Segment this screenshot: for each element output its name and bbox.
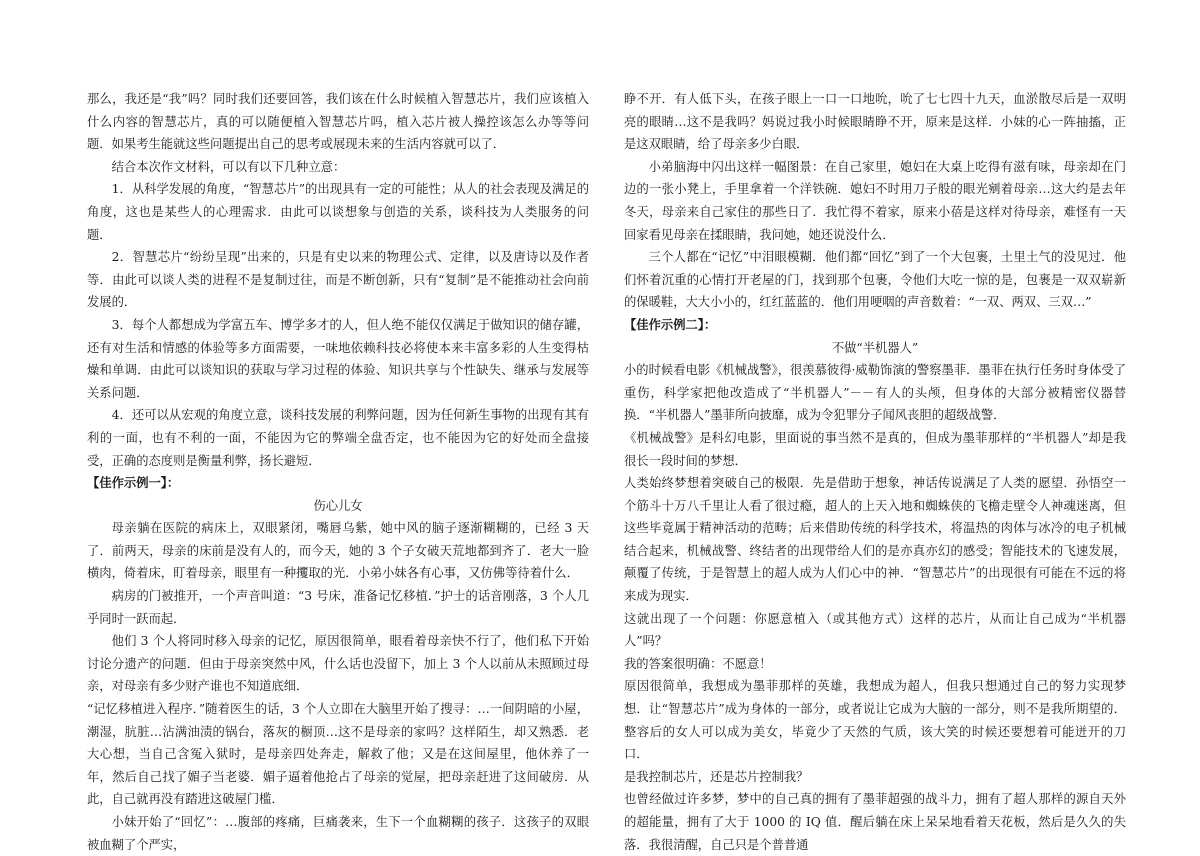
paragraph: 病房的门被推开，一个声音叫道：“3 号床，准备记忆移植．”护士的话音刚落，3 个人几乎同时一跃而起． bbox=[87, 589, 589, 626]
paragraph: 三个人都在“记忆”中泪眼模糊．他们都“回忆”到了一个大包裹，土里土气的没见过．他们怀着沉重的心情打开老屋的门，找到那个包裹，令他们大吃一惊的是，包裹是一双双崭新的保暖鞋，大大小小的，红红蓝蓝的．他们用哽咽的声音数着：“一双、两双、三双…” bbox=[624, 250, 1126, 310]
paragraph: 3．每个人都想成为学富五车、博学多才的人，但人绝不能仅仅满足于做知识的储存罐，还有对生活和情感的体验等多方面需要，一味地依赖科技必将使本来丰富多彩的人生变得枯燥和单调．由此可以谈知识的获取与学习过程的体验、知识共享与个性缺失、继承与发展等关系问题． bbox=[87, 317, 589, 400]
paragraph: 睁不开．有人低下头，在孩子眼上一口一口地吮，吮了七七四十九天，血淤散尽后是一双明亮的眼睛…这不是我吗？妈说过我小时候眼睛睁不开，原来是这样．小妹的心一阵抽搐，正是这双眼睛，给了母亲多少白眼． bbox=[624, 92, 1126, 152]
paragraph: 也曾经做过许多梦，梦中的自己真的拥有了墨菲超强的战斗力，拥有了超人那样的源自天外的超能量，拥有了大于 1000 的 IQ 值．醒后躺在床上呆呆地看着天花板，然后是久久的失落．我很清醒，自己只是个普普通 bbox=[624, 792, 1126, 852]
paragraph: 我的答案很明确：不愿意！ bbox=[624, 656, 772, 671]
right-column bbox=[624, 88, 1126, 856]
paragraph: 《机械战警》是科幻电影，里面说的事当然不是真的，但成为墨菲那样的“半机器人”却是我很长一段时间的梦想． bbox=[624, 430, 1126, 468]
essay-title: 伤心儿女 bbox=[313, 498, 363, 513]
paragraph: 人类始终梦想着突破自己的极限．先是借助于想象，神话传说满足了人类的愿望．孙悟空一个筋斗十万八千里让人看了很过瘾，超人的上天入地和蜘蛛侠的飞檐走壁令人神魂迷离，但这些毕竟属于精神活动的范畴；后来借助传统的科学技术，将温热的肉体与冰冷的电子机械结合起来，机械战警、终结者的出现带给人们的是亦真亦幻的感受；智能技术的飞速发展，颠覆了传统，于是智慧上的超人成为人们心中的神．“智慧芯片”的出现很有可能在不远的将来成为现实． bbox=[624, 476, 1126, 604]
paragraph: 小弟脑海中闪出这样一幅图景：在自己家里，媳妇在大桌上吃得有滋有味，母亲却在门边的一张小凳上，手里拿着一个洋铁碗．媳妇不时用刀子般的眼光剜着母亲…这大约是去年冬天，母亲来自己家住的那些日了．我忙得不着家，原来小蓓是这样对待母亲，难怪有一天回家看见母亲在揉眼睛，我问她，她还说没什么． bbox=[624, 159, 1126, 242]
section-heading: 【佳作示例一】： bbox=[87, 475, 180, 491]
paragraph: 那么，我还是“我”吗？同时我们还要回答，我们该在什么时候植入智慧芯片，我们应该植入什么内容的智慧芯片，真的可以随便植入智慧芯片吗，植入芯片被人操控该怎么办等等问题．如果考生能就这些问题提出自己的思考或展现未来的生活内容就可以了． bbox=[87, 92, 589, 152]
paragraph: 原因很简单，我想成为墨菲那样的英雄，我想成为超人，但我只想通过自己的努力实现梦想．让“智慧芯片”成为身体的一部分，或者说让它成为大脑的一部分，则不是我所期望的．整容后的女人可以成为美女，毕竟少了天然的气质，该大笑的时候还要想着可能迸开的刀口． bbox=[624, 679, 1126, 762]
paragraph: “记忆移植进入程序．”随着医生的话，3 个人立即在大脑里开始了搜寻：…一间阴暗的小屋，潮湿，肮脏…沾满油渍的锅台，落灰的橱顶…这不是母亲的家吗？这样陌生，却又熟悉．老大心想，当自己含冤入狱时，是母亲四处奔走，解救了他；又是在这间屋里，他休养了一年，然后自己找了媚子当老婆．媚子逼着他抢占了母亲的觉屋，把母亲赶进了这间破房．从此，自己就再没有踏进这破屋门槛． bbox=[87, 702, 589, 807]
paragraph: 2．智慧芯片“纷纷呈现”出来的，只是有史以来的物理公式、定律，以及唐诗以及作者等．由此可以谈人类的进程不是复制过往，而是不断创新，只有“复制”是不能推动社会向前发展的． bbox=[87, 250, 589, 310]
paragraph: 结合本次作文材料，可以有以下几种立意： bbox=[111, 159, 346, 174]
left-column bbox=[87, 88, 589, 856]
paragraph: 小的时候看电影《机械战警》，很羡慕彼得·威勒饰演的警察墨菲．墨菲在执行任务时身体受了重伤，科学家把他改造成了“半机器人”－－有人的头颅，但身体的大部分被精密仪器替换．“半机器人”墨菲所向披靡，成为令犯罪分子闻风丧胆的超级战警． bbox=[624, 363, 1126, 423]
paragraph: 是我控制芯片，还是芯片控制我？ bbox=[624, 769, 809, 784]
essay-title: 不做“半机器人” bbox=[831, 340, 919, 355]
paragraph: 1．从科学发展的角度，“智慧芯片”的出现具有一定的可能性；从人的社会表现及满足的角度，这也是某些人的心理需求．由此可以谈想象与创造的关系，谈科技为人类服务的问题． bbox=[87, 182, 589, 242]
paragraph: 他们 3 个人将同时移入母亲的记忆，原因很简单，眼看着母亲快不行了，他们私下开始讨论分遗产的问题．但由于母亲突然中风，什么话也没留下，加上 3 个人以前从未照顾过母亲，对母亲有多少财产谁也不知道底细． bbox=[87, 634, 589, 694]
section-heading: 【佳作示例二】： bbox=[624, 316, 717, 332]
paragraph: 4．还可以从宏观的角度立意，谈科技发展的利弊问题，因为任何新生事物的出现有其有利的一面，也有不利的一面，不能因为它的弊端全盘否定，也不能因为它的好处而全盘接受，正确的态度则是衡量利弊，扬长避短． bbox=[87, 408, 589, 468]
paragraph: 母亲躺在医院的病床上，双眼紧闭，嘴唇乌紫，她中风的脑子逐渐糊糊的，已经 3 天了．前两天，母亲的床前是没有人的，而今天，她的 3 个子女破天荒地都到齐了．老大一脸横肉，倚着床，盯着母亲，眼里有一种攫取的光．小弟小妹各有心事，又仿佛等待着什么． bbox=[87, 521, 589, 581]
paragraph: 这就出现了一个问题：你愿意植入（或其他方式）这样的芯片，从而让自己成为“半机器人”吗？ bbox=[624, 611, 1126, 649]
paragraph: 小妹开始了“回忆”：…腹部的疼痛，巨痛袭来，生下一个血糊糊的孩子．这孩子的双眼被血糊了个严实， bbox=[87, 815, 589, 852]
